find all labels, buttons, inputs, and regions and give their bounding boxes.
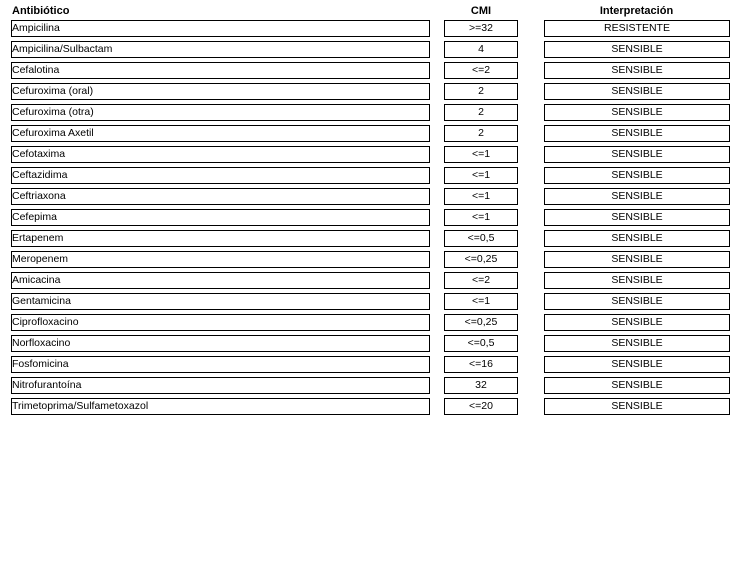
cmi-value-cell: <=0,25 (444, 251, 518, 268)
interpretation-cell: SENSIBLE (544, 104, 730, 121)
antibiotic-name-cell: Ceftazidima (11, 167, 430, 184)
interpretation-cell: SENSIBLE (544, 377, 730, 394)
table-row (0, 41, 738, 62)
cmi-value-cell: 4 (444, 41, 518, 58)
interpretation-cell: SENSIBLE (544, 146, 730, 163)
interpretation-cell: SENSIBLE (544, 251, 730, 268)
cmi-value-cell: <=2 (444, 272, 518, 289)
cmi-value-cell: >=32 (444, 20, 518, 37)
interpretation-cell: SENSIBLE (544, 272, 730, 289)
interpretation-cell: SENSIBLE (544, 398, 730, 415)
table-row (0, 83, 738, 104)
cmi-value-cell: <=1 (444, 188, 518, 205)
antibiogram-table (0, 20, 738, 419)
antibiotic-name-cell: Meropenem (11, 251, 430, 268)
table-row (0, 104, 738, 125)
table-row (0, 272, 738, 293)
antibiotic-name-cell: Ampicilina/Sulbactam (11, 41, 430, 58)
cmi-value-cell: <=16 (444, 356, 518, 373)
cmi-value-cell: 2 (444, 104, 518, 121)
antibiotic-column-header: Antibiótico (12, 5, 70, 17)
cmi-value-cell: <=1 (444, 209, 518, 226)
antibiotic-name-cell: Fosfomicina (11, 356, 430, 373)
table-row (0, 335, 738, 356)
cmi-value-cell: <=0,5 (444, 230, 518, 247)
antibiotic-name-cell: Cefuroxima (oral) (11, 83, 430, 100)
antibiotic-name-cell: Cefalotina (11, 62, 430, 79)
table-row (0, 230, 738, 251)
table-row (0, 125, 738, 146)
table-row (0, 20, 738, 41)
table-row (0, 314, 738, 335)
cmi-value-cell: <=0,25 (444, 314, 518, 331)
cmi-value-cell: <=2 (444, 62, 518, 79)
cmi-value-cell: <=1 (444, 167, 518, 184)
interpretation-cell: SENSIBLE (544, 293, 730, 310)
table-row (0, 251, 738, 272)
interpretation-cell: SENSIBLE (544, 314, 730, 331)
interpretation-cell: SENSIBLE (544, 335, 730, 352)
table-row (0, 398, 738, 419)
table-row (0, 167, 738, 188)
antibiotic-name-cell: Cefuroxima Axetil (11, 125, 430, 142)
table-row (0, 209, 738, 230)
cmi-value-cell: 32 (444, 377, 518, 394)
interpretation-cell: SENSIBLE (544, 83, 730, 100)
antibiotic-name-cell: Ampicilina (11, 20, 430, 37)
antibiotic-name-cell: Ciprofloxacino (11, 314, 430, 331)
table-row (0, 377, 738, 398)
antibiotic-name-cell: Ceftriaxona (11, 188, 430, 205)
antibiotic-name-cell: Norfloxacino (11, 335, 430, 352)
interpretation-cell: SENSIBLE (544, 167, 730, 184)
table-row (0, 188, 738, 209)
table-row (0, 146, 738, 167)
antibiotic-name-cell: Gentamicina (11, 293, 430, 310)
antibiotic-name-cell: Nitrofurantoína (11, 377, 430, 394)
cmi-value-cell: <=1 (444, 146, 518, 163)
interpretation-cell: SENSIBLE (544, 41, 730, 58)
antibiotic-name-cell: Amicacina (11, 272, 430, 289)
interpretation-cell: RESISTENTE (544, 20, 730, 37)
antibiotic-name-cell: Trimetoprima/Sulfametoxazol (11, 398, 430, 415)
table-row (0, 293, 738, 314)
interpretation-cell: SENSIBLE (544, 209, 730, 226)
antibiotic-name-cell: Cefuroxima (otra) (11, 104, 430, 121)
cmi-value-cell: 2 (444, 125, 518, 142)
interpretation-cell: SENSIBLE (544, 188, 730, 205)
table-row (0, 356, 738, 377)
antibiotic-name-cell: Cefotaxima (11, 146, 430, 163)
interpretation-cell: SENSIBLE (544, 125, 730, 142)
interpretation-column-header: Interpretación (599, 5, 674, 17)
cmi-value-cell: <=0,5 (444, 335, 518, 352)
cmi-value-cell: 2 (444, 83, 518, 100)
interpretation-cell: SENSIBLE (544, 62, 730, 79)
cmi-column-header: CMI (470, 5, 492, 17)
antibiotic-name-cell: Ertapenem (11, 230, 430, 247)
antibiotic-name-cell: Cefepima (11, 209, 430, 226)
table-row (0, 62, 738, 83)
cmi-value-cell: <=20 (444, 398, 518, 415)
interpretation-cell: SENSIBLE (544, 356, 730, 373)
cmi-value-cell: <=1 (444, 293, 518, 310)
interpretation-cell: SENSIBLE (544, 230, 730, 247)
